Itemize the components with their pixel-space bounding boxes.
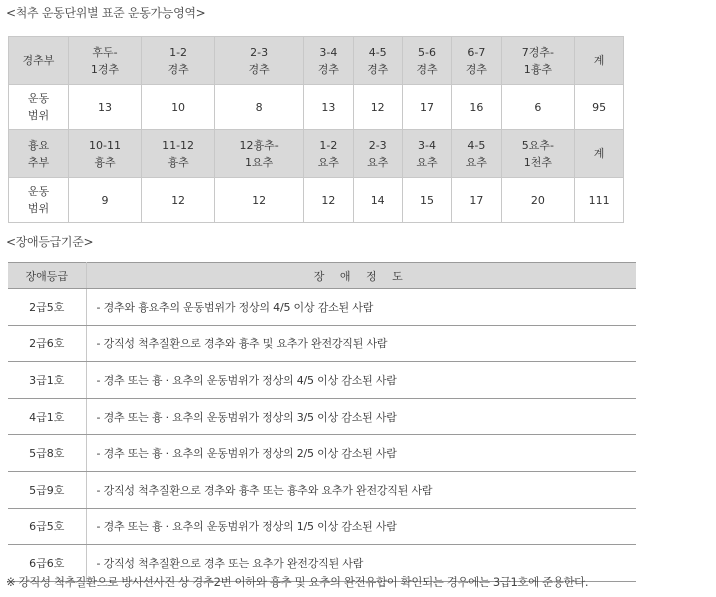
total-header-cell: 계 <box>575 37 624 85</box>
description-cell: - 강직성 척추질환으로 경추와 흉추 및 요추가 완전강직된 사람 <box>86 325 636 362</box>
cervical-values-row <box>9 85 624 130</box>
value-cell: 17 <box>452 178 501 223</box>
description-cell: - 강직성 척추질환으로 경추와 흉추 또는 흉추와 요추가 완전강직된 사람 <box>86 471 636 508</box>
grade-cell: 4급1호 <box>8 398 86 435</box>
value-cell: 9 <box>69 178 142 223</box>
segment-cell: 2-3 경추 <box>215 37 304 85</box>
table-row <box>8 398 636 435</box>
footnote: ※ 강직성 척추질환으로 방사선사진 상 경추2번 이하와 흉추 및 요추의 완전유합이 확인되는 경우에는 3급1호에 준용한다. <box>6 575 589 589</box>
grade-cell: 2급5호 <box>8 289 86 326</box>
motion-range-table <box>8 36 624 223</box>
value-cell: 8 <box>215 85 304 130</box>
segment-cell: 4-5 요추 <box>452 130 501 178</box>
segment-cell: 3-4 경추 <box>304 37 353 85</box>
segment-cell: 1-2 경추 <box>142 37 215 85</box>
grade-cell: 5급9호 <box>8 471 86 508</box>
segment-cell: 5요추- 1천추 <box>501 130 575 178</box>
row-header-range: 운동 범위 <box>9 178 69 223</box>
table-row <box>8 362 636 399</box>
row-header-range: 운동 범위 <box>9 85 69 130</box>
grade-cell: 6급6호 <box>8 545 86 582</box>
value-cell: 13 <box>69 85 142 130</box>
table-row <box>8 325 636 362</box>
value-cell: 16 <box>452 85 501 130</box>
thoracolumbar-values-row <box>9 178 624 223</box>
segment-cell: 후두- 1경추 <box>69 37 142 85</box>
table2-caption: <장애등급기준> <box>6 235 94 249</box>
total-value-cell: 111 <box>575 178 624 223</box>
value-cell: 12 <box>304 178 353 223</box>
value-cell: 12 <box>353 85 402 130</box>
segment-cell: 6-7 경추 <box>452 37 501 85</box>
cervical-header-row <box>9 37 624 85</box>
value-cell: 10 <box>142 85 215 130</box>
segment-cell: 5-6 경추 <box>402 37 451 85</box>
value-cell: 20 <box>501 178 575 223</box>
segment-cell: 11-12 흉추 <box>142 130 215 178</box>
grade-cell: 6급5호 <box>8 508 86 545</box>
value-cell: 17 <box>402 85 451 130</box>
description-cell: - 경추 또는 흉 · 요추의 운동범위가 정상의 1/5 이상 감소된 사람 <box>86 508 636 545</box>
segment-cell: 3-4 요추 <box>402 130 451 178</box>
thoracolumbar-header-row <box>9 130 624 178</box>
description-column-header: 장 애 정 도 <box>86 263 636 289</box>
value-cell: 6 <box>501 85 575 130</box>
grade-cell: 2급6호 <box>8 325 86 362</box>
grade-table-header <box>8 263 636 289</box>
row-header-cervical: 경추부 <box>9 37 69 85</box>
segment-cell: 2-3 요추 <box>353 130 402 178</box>
segment-cell: 12흉추- 1요추 <box>215 130 304 178</box>
grade-cell: 3급1호 <box>8 362 86 399</box>
segment-cell: 4-5 경추 <box>353 37 402 85</box>
grade-column-header: 장애등급 <box>8 263 86 289</box>
value-cell: 12 <box>142 178 215 223</box>
table1-caption: <척추 운동단위별 표준 운동가능영역> <box>6 6 206 20</box>
description-cell: - 경추 또는 흉 · 요추의 운동범위가 정상의 4/5 이상 감소된 사람 <box>86 362 636 399</box>
value-cell: 12 <box>215 178 304 223</box>
total-header-cell: 계 <box>575 130 624 178</box>
table-row <box>8 435 636 472</box>
grade-cell: 5급8호 <box>8 435 86 472</box>
disability-grade-table <box>8 262 636 582</box>
table-row <box>8 471 636 508</box>
description-cell: - 강직성 척추질환으로 경추 또는 요추가 완전강직된 사람 <box>86 545 636 582</box>
value-cell: 14 <box>353 178 402 223</box>
segment-cell: 1-2 요추 <box>304 130 353 178</box>
row-header-thoracolumbar: 흉요 추부 <box>9 130 69 178</box>
segment-cell: 7경추- 1흉추 <box>501 37 575 85</box>
value-cell: 15 <box>402 178 451 223</box>
description-cell: - 경추와 흉요추의 운동범위가 정상의 4/5 이상 감소된 사람 <box>86 289 636 326</box>
table-row <box>8 289 636 326</box>
table-row <box>8 508 636 545</box>
segment-cell: 10-11 흉추 <box>69 130 142 178</box>
description-cell: - 경추 또는 흉 · 요추의 운동범위가 정상의 3/5 이상 감소된 사람 <box>86 398 636 435</box>
description-cell: - 경추 또는 흉 · 요추의 운동범위가 정상의 2/5 이상 감소된 사람 <box>86 435 636 472</box>
total-value-cell: 95 <box>575 85 624 130</box>
value-cell: 13 <box>304 85 353 130</box>
